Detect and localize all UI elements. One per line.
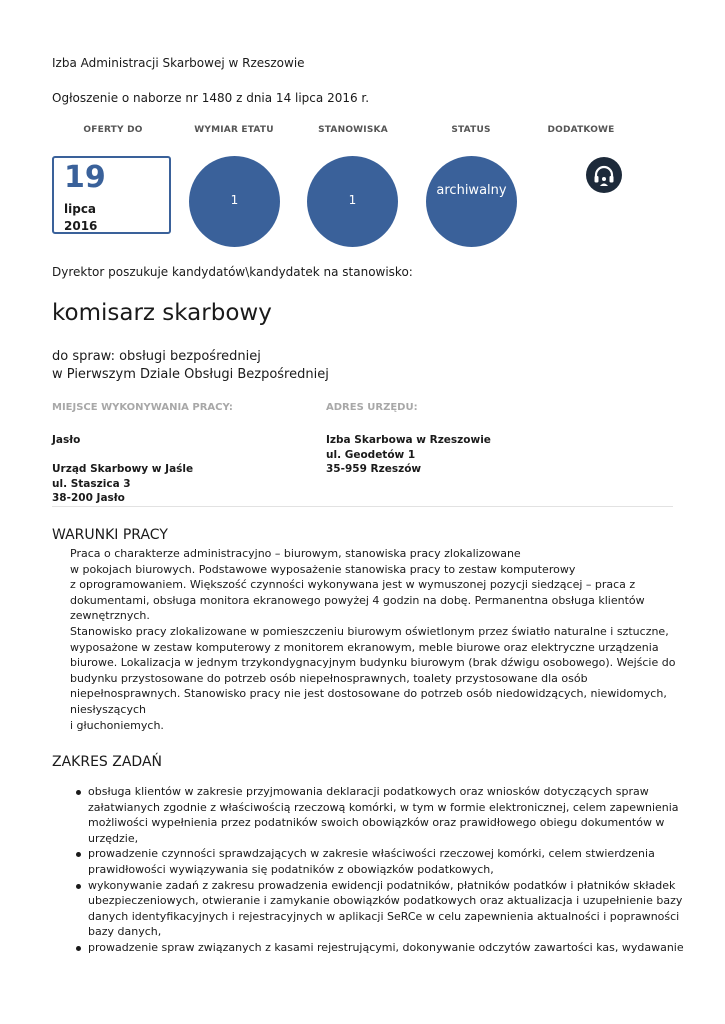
- warunki-line: biurowe. Lokalizacja w jednym trzykondygnacyjnym budynku biurowym (brak dźwigu osobowego). Wejście do: [70, 656, 676, 670]
- position-title: komisarz skarbowy: [52, 300, 272, 326]
- deadline-month: lipca: [64, 202, 97, 216]
- address-line: Urząd Skarbowy w Jaśle: [52, 463, 194, 475]
- warunki-line: dokumentami, obsługa monitora ekranowego powyżej 4 godzin na dobę. Permanentna obsługa klientów: [70, 593, 645, 607]
- lead-text: Dyrektor poszukuje kandydatów\kandydatek na stanowisko:: [52, 265, 413, 279]
- warunki-text: [70, 546, 676, 733]
- col-head-oferty: OFERTY DO: [83, 125, 143, 135]
- list-item-line: możliwości wypełnienia przez podatników swoich obowiązków oraz prawidłowego obiegu dokumentów w: [88, 816, 665, 830]
- address-line: 35-959 Rzeszów: [326, 463, 422, 475]
- warunki-line: niepełnosprawnych. Stanowisko pracy nie jest dostosowane do potrzeb osób niedowidzących, niewidomych,: [70, 687, 667, 701]
- warunki-line: z oprogramowaniem. Większość czynności wykonywana jest w wymuszonej pozycji siedzącej – praca z: [70, 578, 636, 592]
- office-address-label: ADRES URZĘDU:: [326, 402, 418, 413]
- announcement-line: Ogłoszenie o naborze nr 1480 z dnia 14 lipca 2016 r.: [52, 91, 370, 105]
- position-subtitle-line: do spraw: obsługi bezpośredniej: [52, 349, 261, 364]
- list-item-line: danych identyfikacyjnych i rejestracyjnych w aplikacji SeRCe w celu zapewnienia aktualności i poprawności: [88, 909, 680, 923]
- etat-circle: [189, 156, 280, 247]
- list-item-line: urzędzie,: [88, 831, 139, 845]
- list-item-line: załatwianych zgodnie z właściwością rzeczową komórki, w tym w formie elektronicznej, celem zapewnienia: [88, 800, 679, 814]
- task-list: [52, 784, 684, 956]
- warunki-line: niesłyszących: [70, 702, 146, 716]
- office-address: [326, 433, 491, 477]
- section-divider: [52, 506, 673, 507]
- warunki-line: Stanowisko pracy zlokalizowane w pomieszczeniu biurowym oświetlonym przez światło naturalne i sztuczne,: [70, 624, 669, 638]
- stanowiska-value: 1: [348, 193, 357, 207]
- list-item: [88, 878, 683, 940]
- status-circle: [426, 156, 517, 247]
- address-line: ul. Staszica 3: [52, 477, 131, 490]
- list-item-line: prowadzenie czynności sprawdzających w zakresie właściwości rzeczowej komórki, celem stwierdzenia: [88, 847, 655, 861]
- warunki-line: budynku przystosowane do potrzeb osób niepełnosprawnych, toalety przystosowane dla osób: [70, 671, 588, 685]
- col-head-status: STATUS: [451, 125, 491, 135]
- warunki-heading: WARUNKI PRACY: [52, 527, 168, 543]
- status-value: archiwalny: [436, 183, 507, 198]
- col-head-stanowiska: STANOWISKA: [318, 125, 388, 135]
- warunki-line: zewnętrznych.: [70, 609, 150, 623]
- stanowiska-circle: [307, 156, 398, 247]
- list-item-line: ubezpieczeniowych, otwieranie i zamykanie obowiązków podatkowych oraz aktualizacja i uzupełnienie bazy: [88, 894, 683, 908]
- col-head-etat: WYMIAR ETATU: [194, 125, 274, 135]
- work-place-address: [52, 462, 193, 506]
- deadline-year: 2016: [64, 219, 98, 233]
- institution-name: Izba Administracji Skarbowej w Rzeszowie: [52, 56, 305, 70]
- work-place-label: MIEJSCE WYKONYWANIA PRACY:: [52, 402, 233, 413]
- zakres-heading: ZAKRES ZADAŃ: [52, 754, 163, 770]
- deadline-day: 19: [64, 160, 106, 195]
- address-line: 38-200 Jasło: [52, 492, 125, 504]
- warunki-line: Praca o charakterze administracyjno – biurowym, stanowiska pracy zlokalizowane: [70, 547, 521, 560]
- list-item-line: obsługa klientów w zakresie przyjmowania deklaracji podatkowych oraz wniosków dotyczących spraw: [88, 785, 649, 798]
- address-line: Izba Skarbowa w Rzeszowie: [326, 434, 491, 446]
- deadline-date-box: [52, 156, 171, 234]
- list-item: [88, 940, 684, 956]
- position-subtitle: [52, 348, 329, 384]
- list-item: [88, 846, 674, 877]
- warunki-line: wyposażone w zestaw komputerowy z monitorem ekranowym, meble biurowe oraz elektryczne urządzenia: [70, 640, 659, 654]
- list-item-line: prowadzenie spraw związanych z kasami rejestrującymi, dokonywanie odczytów zawartości kas, wydawanie: [88, 940, 684, 954]
- list-item-line: prawidłowości wywiązywania się podatników z obowiązków podatkowych,: [88, 862, 494, 876]
- work-place-city: Jasło: [52, 434, 81, 446]
- warunki-line: w pokojach biurowych. Podstawowe wyposażenie stanowiska pracy to zestaw komputerowy: [70, 562, 576, 576]
- list-item-line: wykonywanie zadań z zakresu prowadzenia ewidencji podatników, płatników podatków i płatników składek: [88, 878, 676, 892]
- position-subtitle-line: w Pierwszym Dziale Obsługi Bezpośredniej: [52, 367, 329, 382]
- warunki-line: i głuchoniemych.: [70, 718, 164, 732]
- address-line: ul. Geodetów 1: [326, 448, 416, 461]
- list-item: [88, 784, 679, 846]
- headphones-icon: [586, 157, 622, 193]
- list-item-line: bazy danych,: [88, 925, 162, 939]
- etat-value: 1: [230, 193, 239, 207]
- col-head-dodatkowe: DODATKOWE: [547, 125, 615, 135]
